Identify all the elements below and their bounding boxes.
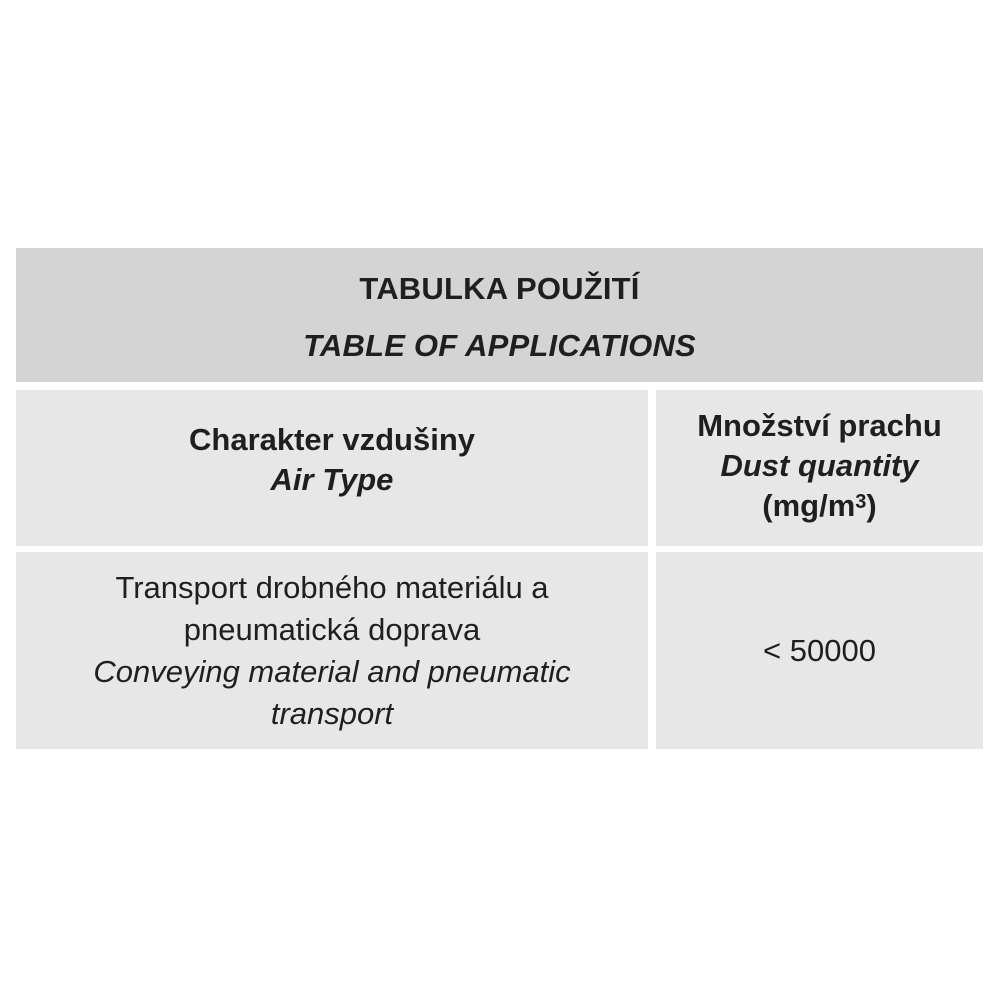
header-dust-quantity-english: Dust quantity [720,448,919,483]
air-type-czech-line2: pneumatická doprava [183,611,481,647]
table-title-czech: TABULKA POUŽITÍ [359,270,640,306]
table-title-english: TABLE OF APPLICATIONS [303,327,696,363]
unit-superscript: 3 [855,491,867,513]
applications-table [16,248,983,749]
air-type-english-line1: Conveying material and pneumatic [93,653,571,689]
table-row [16,552,983,749]
air-type-english-line2: transport [270,695,394,731]
header-cell-dust-quantity [656,390,983,546]
header-air-type-czech: Charakter vzdušiny [189,422,475,457]
air-type-czech-line1: Transport drobného materiálu a [115,569,549,605]
header-air-type-english: Air Type [270,462,394,497]
dust-quantity-value: < 50000 [763,632,876,668]
header-cell-air-type [16,390,648,546]
unit-base: (mg/m [762,488,856,523]
cell-dust-quantity [656,552,983,749]
table-header-row [16,390,983,546]
unit-close: ) [866,488,877,523]
cell-air-type [16,552,648,749]
header-dust-quantity-unit [762,486,876,526]
table-title-block [16,248,983,382]
header-dust-quantity-czech: Množství prachu [697,408,942,443]
